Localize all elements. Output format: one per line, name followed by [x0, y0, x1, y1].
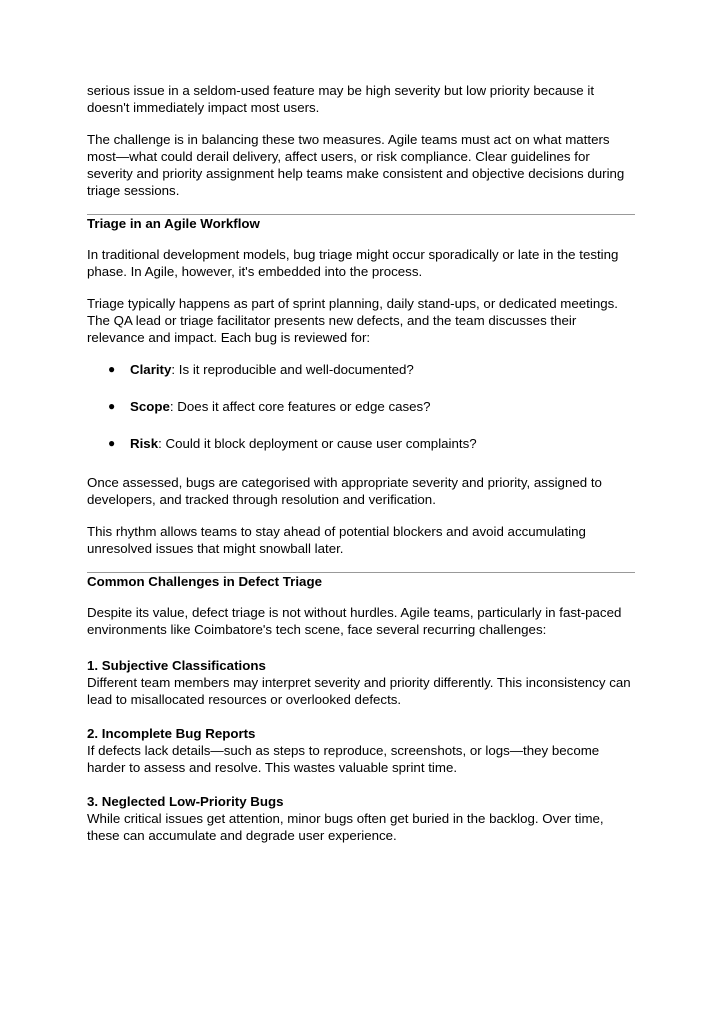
list-item: [87, 361, 635, 378]
bullet-term: Clarity: [130, 362, 172, 377]
bullet-text: : Could it block deployment or cause user complaints?: [158, 436, 477, 451]
list-item: [87, 435, 635, 452]
challenge-text: While critical issues get attention, minor bugs often get buried in the backlog. Over time, these can accumulate and degrade user experience.: [87, 811, 604, 843]
challenge-title: 1. Subjective Classifications: [87, 658, 266, 673]
challenge-title: 2. Incomplete Bug Reports: [87, 726, 256, 741]
list-item: [87, 398, 635, 415]
triage-paragraph-4: This rhythm allows teams to stay ahead of potential blockers and avoid accumulating unresolved issues that might snowball later.: [87, 524, 586, 556]
triage-paragraph-1: In traditional development models, bug triage might occur sporadically or late in the testing phase. In Agile, however, it's embedded into the process.: [87, 247, 619, 279]
challenges-intro-paragraph: Despite its value, defect triage is not without hurdles. Agile teams, particularly in fast-paced environments like Coimbatore's tech scene, face several recurring challenges:: [87, 605, 622, 637]
bullet-text: : Does it affect core features or edge cases?: [169, 399, 431, 414]
triage-paragraph-2: Triage typically happens as part of sprint planning, daily stand-ups, or dedicated meetings. The QA lead or triage facilitator presents new defects, and the team discusses their relevance and impact. Each bug is reviewed for:: [87, 296, 618, 345]
challenge-text: Different team members may interpret severity and priority differently. This inconsistency can lead to misallocated resources or overlooked defects.: [87, 675, 631, 707]
section-heading-challenges: Common Challenges in Defect Triage: [87, 574, 322, 589]
intro-paragraph-2: The challenge is in balancing these two measures. Agile teams must act on what matters most—what could derail delivery, affect users, or risk compliance. Clear guidelines for severity and priority assignment help teams make consistent and objective decisions during triage sessions.: [87, 132, 625, 198]
bullet-icon: ●: [108, 436, 116, 450]
review-criteria-list: [87, 361, 635, 452]
challenge-title: 3. Neglected Low-Priority Bugs: [87, 794, 284, 809]
challenge-item: [87, 657, 635, 708]
challenge-text: If defects lack details—such as steps to reproduce, screenshots, or logs—they become harder to assess and resolve. This wastes valuable sprint time.: [87, 743, 600, 775]
challenge-item: [87, 725, 635, 776]
challenge-item: [87, 793, 635, 844]
document-page: [87, 82, 635, 859]
triage-paragraph-3: Once assessed, bugs are categorised with appropriate severity and priority, assigned to developers, and tracked through resolution and verification.: [87, 475, 602, 507]
bullet-term: Risk: [130, 436, 159, 451]
bullet-icon: ●: [108, 399, 116, 413]
section-heading-triage: Triage in an Agile Workflow: [87, 216, 260, 231]
bullet-icon: ●: [108, 362, 116, 376]
intro-paragraph-1: serious issue in a seldom-used feature may be high severity but low priority because it doesn't immediately impact most users.: [87, 83, 595, 115]
bullet-text: : Is it reproducible and well-documented?: [171, 362, 414, 377]
bullet-term: Scope: [130, 399, 170, 414]
